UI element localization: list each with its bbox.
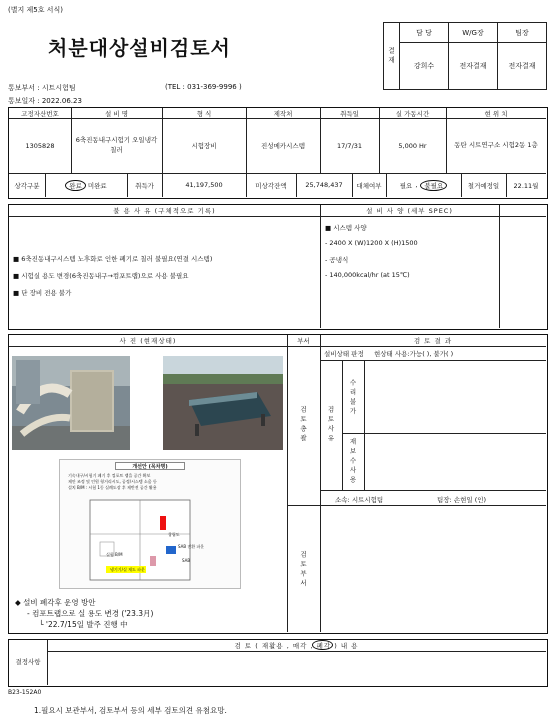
approval-val-2: 전자결재 bbox=[449, 43, 498, 89]
spec-line: - 2400 X (W)1200 X (H)1500 bbox=[325, 239, 418, 247]
remain-label: 미상각잔액 bbox=[255, 181, 287, 190]
review-header: 검 토 결 과 bbox=[413, 337, 453, 345]
plan-label: 창립도 bbox=[168, 532, 180, 537]
dept-line: 통보부서 : 시트시험팀 bbox=[8, 84, 76, 92]
sub-options: 필요 , 불필요 bbox=[386, 173, 461, 197]
depr-pending: 미완료 bbox=[87, 181, 107, 190]
affiliation: 소속: 시트시험팀 bbox=[335, 496, 384, 504]
reason-item: ■ 시험실 용도 변경(6축진동내구→컴포트랩)으로 사용 불필요 bbox=[13, 272, 189, 280]
plan-box-title: 개선안 (목차명) bbox=[115, 462, 185, 470]
depr-label: 상각구분 bbox=[14, 181, 40, 190]
approval-head-2: W/G장 bbox=[449, 23, 498, 43]
plan-bullet: - 컴포트랩으로 실 용도 변경 ('23.3月) bbox=[27, 609, 154, 618]
plan-item: 제안 조정 및 인원 형거리시도, 공정/시스템 소음 등 bbox=[68, 479, 157, 484]
approval-val-1: 강희수 bbox=[400, 43, 449, 89]
asset-header: 설 비 명 bbox=[105, 109, 128, 118]
approval-val-3: 전자결재 bbox=[508, 62, 536, 70]
improvement-plan-box bbox=[59, 459, 241, 589]
review-reason-side: 검토사유 bbox=[326, 406, 335, 444]
plan-bullet: ◆ 설비 폐각후 운영 방안 bbox=[15, 598, 96, 607]
form-tag: (별지 제5호 서식) bbox=[8, 6, 63, 14]
sub-need: 필요 bbox=[399, 181, 413, 190]
asset-header: 취득일 bbox=[340, 109, 359, 118]
plan-label: SAB 전환 파운 bbox=[178, 544, 205, 549]
asset-header: 현 위 치 bbox=[484, 109, 508, 118]
footer-note: 1.필요시 보관부서, 검토부서 등의 세부 검토의견 유첨요망. bbox=[34, 706, 227, 715]
photo-review-section bbox=[8, 334, 548, 634]
reason-item: ■ 단 장비 전용 불가 bbox=[13, 289, 72, 297]
asset-value: 1305828 bbox=[25, 141, 55, 150]
page-title: 처분대상설비검토서 bbox=[48, 36, 231, 60]
spec-line: - 공냉식 bbox=[325, 256, 349, 264]
reason-spec-section bbox=[8, 204, 548, 330]
acq-value: 41,197,500 bbox=[185, 181, 223, 189]
sub-unneeded-circled: 불필요 bbox=[420, 180, 447, 191]
review-sub2: 재보수사용 bbox=[348, 438, 357, 486]
photo-header: 사 진 (현재상태) bbox=[119, 337, 177, 345]
approval-box bbox=[383, 22, 547, 90]
asset-header: 실 가동시간 bbox=[395, 109, 430, 118]
decision-section bbox=[8, 639, 548, 687]
spec-line: ■ 시스템 사양 bbox=[325, 224, 367, 232]
sub-label: 대체여부 bbox=[356, 181, 382, 190]
asset-header: 고정자산번호 bbox=[21, 109, 59, 118]
asset-value: 진성메카시스템 bbox=[261, 142, 305, 150]
spec-header: 설 비 사 양 (세부 SPEC) bbox=[366, 207, 453, 215]
reason-item: ■ 6축진동내구시스템 노후화로 인한 폐기로 칠러 불필요(연결 시스템) bbox=[13, 255, 213, 263]
dept-header: 부서 bbox=[297, 337, 310, 345]
asset-table bbox=[8, 107, 548, 199]
approval-side-label: 결재 bbox=[384, 23, 400, 89]
asset-value: 5,000 Hr bbox=[398, 141, 427, 150]
remain-value: 25,748,437 bbox=[305, 181, 343, 189]
verdict-text: 현상태 사용:가능( ), 불가( ) bbox=[374, 350, 454, 358]
asset-value: 동탄 시트연구소 시험2동 1층 bbox=[454, 140, 538, 149]
asset-header: 제작처 bbox=[273, 109, 293, 118]
review-sub1: 수리불가 bbox=[348, 379, 357, 417]
date-line: 통보일자 : 2022.06.23 bbox=[8, 97, 82, 105]
acq-label: 취득가 bbox=[135, 181, 154, 190]
plan-item: 기숙내구/시험기 폐기 후 컴포트 랩을 공간 확보 bbox=[68, 473, 151, 478]
plan-value: 22.11월 bbox=[513, 181, 539, 190]
photo-chiller-outdoor bbox=[163, 356, 283, 450]
photo-chiller-indoor bbox=[12, 356, 130, 450]
leader: 팀장: 손현일 (인) bbox=[437, 496, 487, 504]
plan-label: 철거예정일 bbox=[467, 181, 500, 190]
plan-item: 설치 B/M : 시험 1동 실례도장 후 제반전 공간 활용 bbox=[68, 485, 157, 490]
asset-value: 6축진동내구시험기 오일냉각칠러 bbox=[75, 135, 158, 154]
tel-line: (TEL : 031-369-9996 ) bbox=[165, 83, 242, 91]
review-side-label: 검토총괄 bbox=[299, 406, 307, 444]
approval-head-1: 담 당 bbox=[400, 23, 449, 43]
asset-header: 형 식 bbox=[196, 109, 212, 118]
approval-head-3: 팀장 bbox=[498, 23, 546, 43]
depr-options bbox=[45, 173, 127, 197]
plan-label: 실험 B/M bbox=[106, 552, 123, 557]
decision-label: 결정사항 bbox=[15, 658, 41, 667]
plan-label: 냉기기/실 재도 파운 bbox=[110, 567, 145, 572]
plan-label: SAB bbox=[182, 558, 191, 563]
verdict-label: 설비상태 판정 bbox=[324, 350, 364, 358]
depr-done-circled: 완료 bbox=[65, 180, 86, 191]
asset-value: 17/7/31 bbox=[336, 141, 363, 150]
footer-code: B23-152A0 bbox=[8, 689, 42, 696]
spec-line: - 140,000kcal/hr (at 15℃) bbox=[325, 271, 410, 279]
decision-selected-circled bbox=[312, 640, 333, 650]
asset-value: 시험장비 bbox=[191, 142, 217, 150]
decision-options: 검 토 ( 재활용 , 매각 , 폐각 ) 내 용 bbox=[234, 642, 359, 650]
review-dept-side-label: 검토부서 bbox=[299, 551, 307, 589]
reason-header: 불 용 사 유 (구체적으로 기록) bbox=[113, 207, 216, 215]
plan-bullet: └ '22.7/15일 발주 진행 中 bbox=[39, 620, 128, 629]
